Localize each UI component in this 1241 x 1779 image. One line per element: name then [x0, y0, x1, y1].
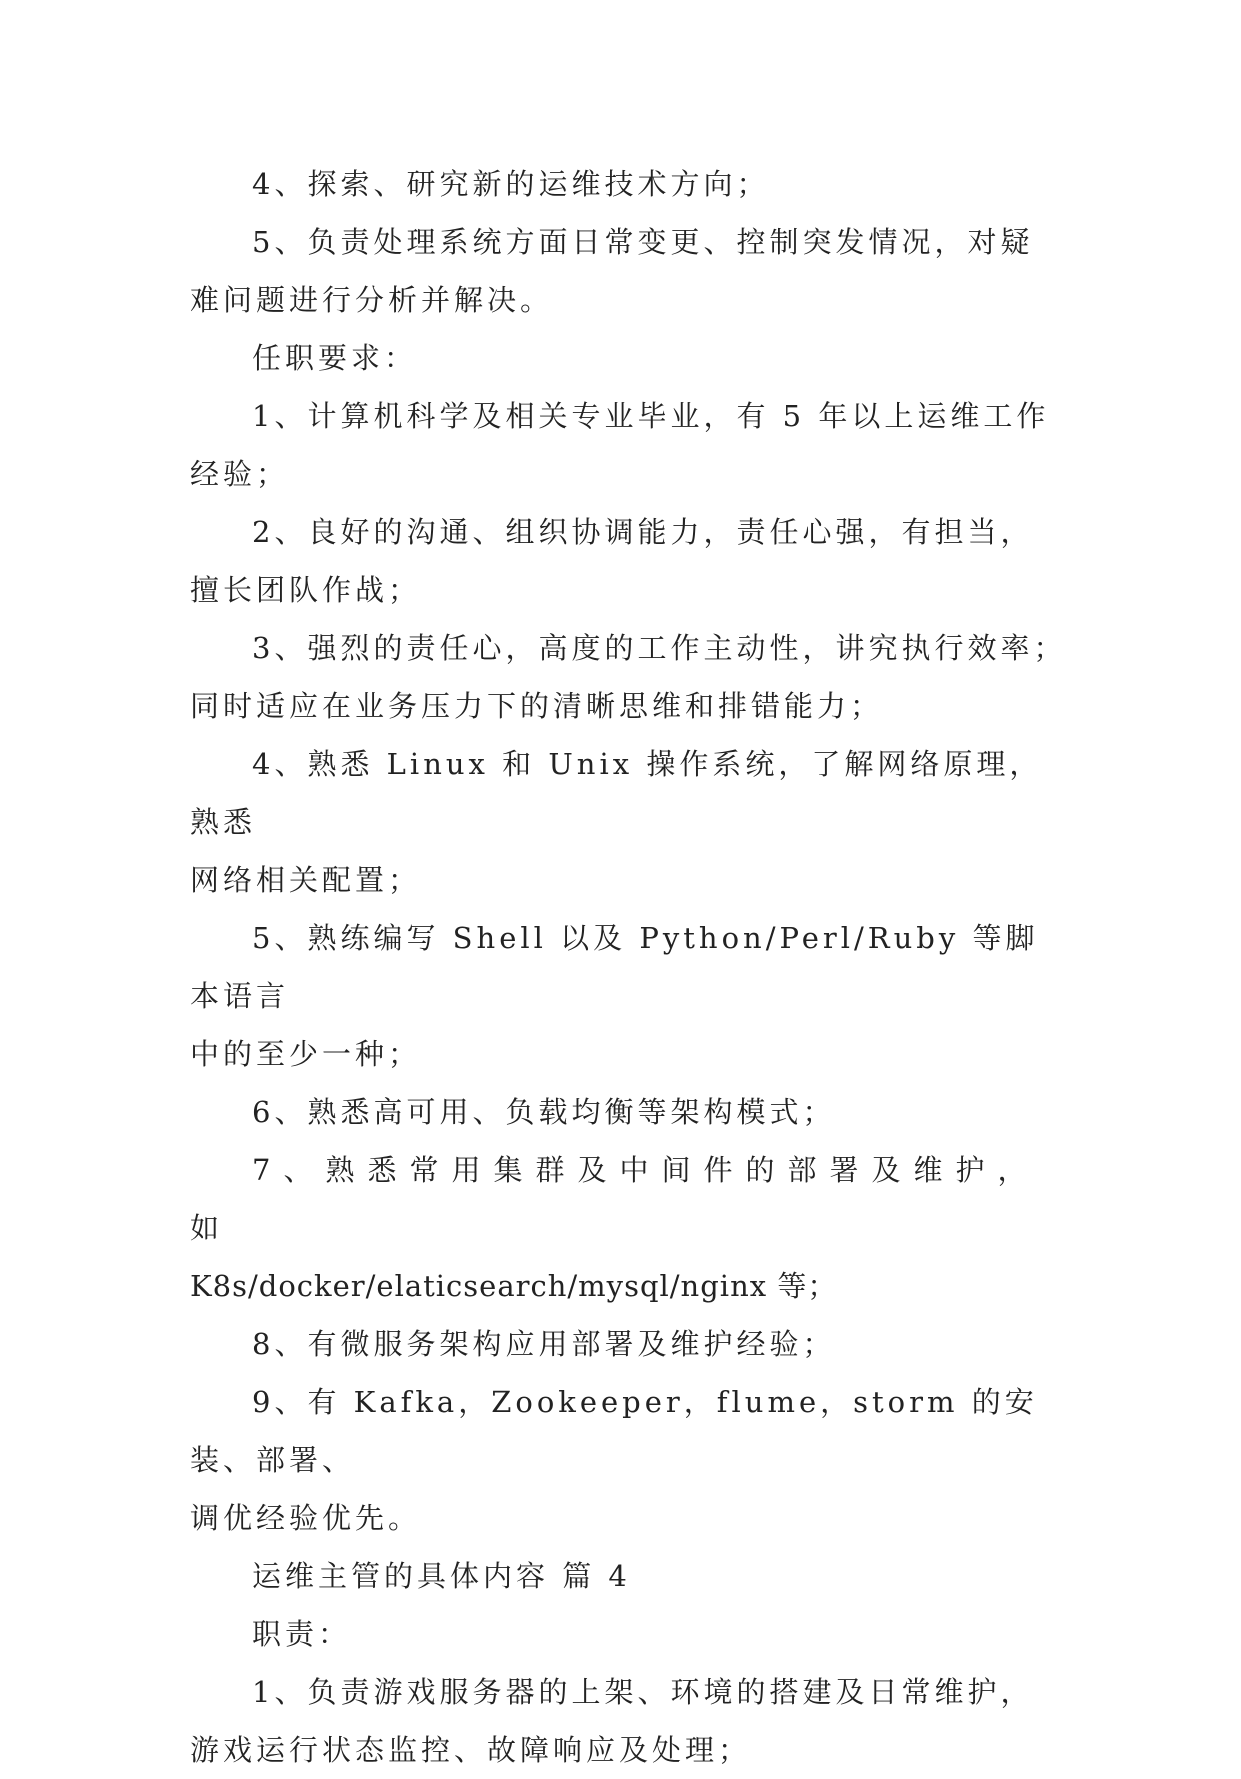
paragraph-11: 8、有微服务架构应用部署及维护经验； — [252, 1327, 836, 1361]
paragraph-14: 职责： — [252, 1617, 352, 1651]
document-body — [190, 155, 1070, 1779]
paragraph-7: 4、熟悉 Linux 和 Unix 操作系统，了解网络原理，熟悉 网络相关配置； — [190, 747, 1043, 897]
paragraph-4: 1、计算机科学及相关专业毕业，有 5 年以上运维工作 经验； — [190, 399, 1050, 491]
paragraph-5: 2、良好的沟通、组织协调能力，责任心强，有担当， 擅长团队作战； — [190, 515, 1034, 607]
paragraph-9: 6、熟悉高可用、负载均衡等架构模式； — [252, 1095, 836, 1129]
paragraph-12: 9、有 Kafka，Zookeeper，flume，storm 的安装、部署、 调优经验优先。 — [190, 1385, 1038, 1535]
paragraph-10-first-line: 7、熟悉常用集群及中间件的部署及维护，如 — [190, 1153, 1040, 1245]
paragraph-1: 4、探索、研究新的运维技术方向； — [252, 167, 770, 201]
paragraph-15: 1、负责游戏服务器的上架、环境的搭建及日常维护， 游戏运行状态监控、故障响应及处理； — [190, 1675, 1034, 1767]
paragraph-3: 任职要求： — [252, 341, 418, 375]
paragraph-10 — [190, 1141, 1070, 1315]
section-heading: 运维主管的具体内容 篇 4 — [252, 1559, 631, 1593]
paragraph-2: 5、负责处理系统方面日常变更、控制突发情况，对疑 难问题进行分析并解决。 — [190, 225, 1034, 317]
paragraph-6: 3、强烈的责任心，高度的工作主动性，讲究执行效率； 同时适应在业务压力下的清晰思维和排错能力； — [190, 631, 1067, 723]
paragraph-8: 5、熟练编写 Shell 以及 Python/Perl/Ruby 等脚本语言 中的至少一种； — [190, 921, 1039, 1071]
paragraph-10-second-line: K8s/docker/elaticsearch/mysql/nginx 等； — [190, 1269, 838, 1303]
